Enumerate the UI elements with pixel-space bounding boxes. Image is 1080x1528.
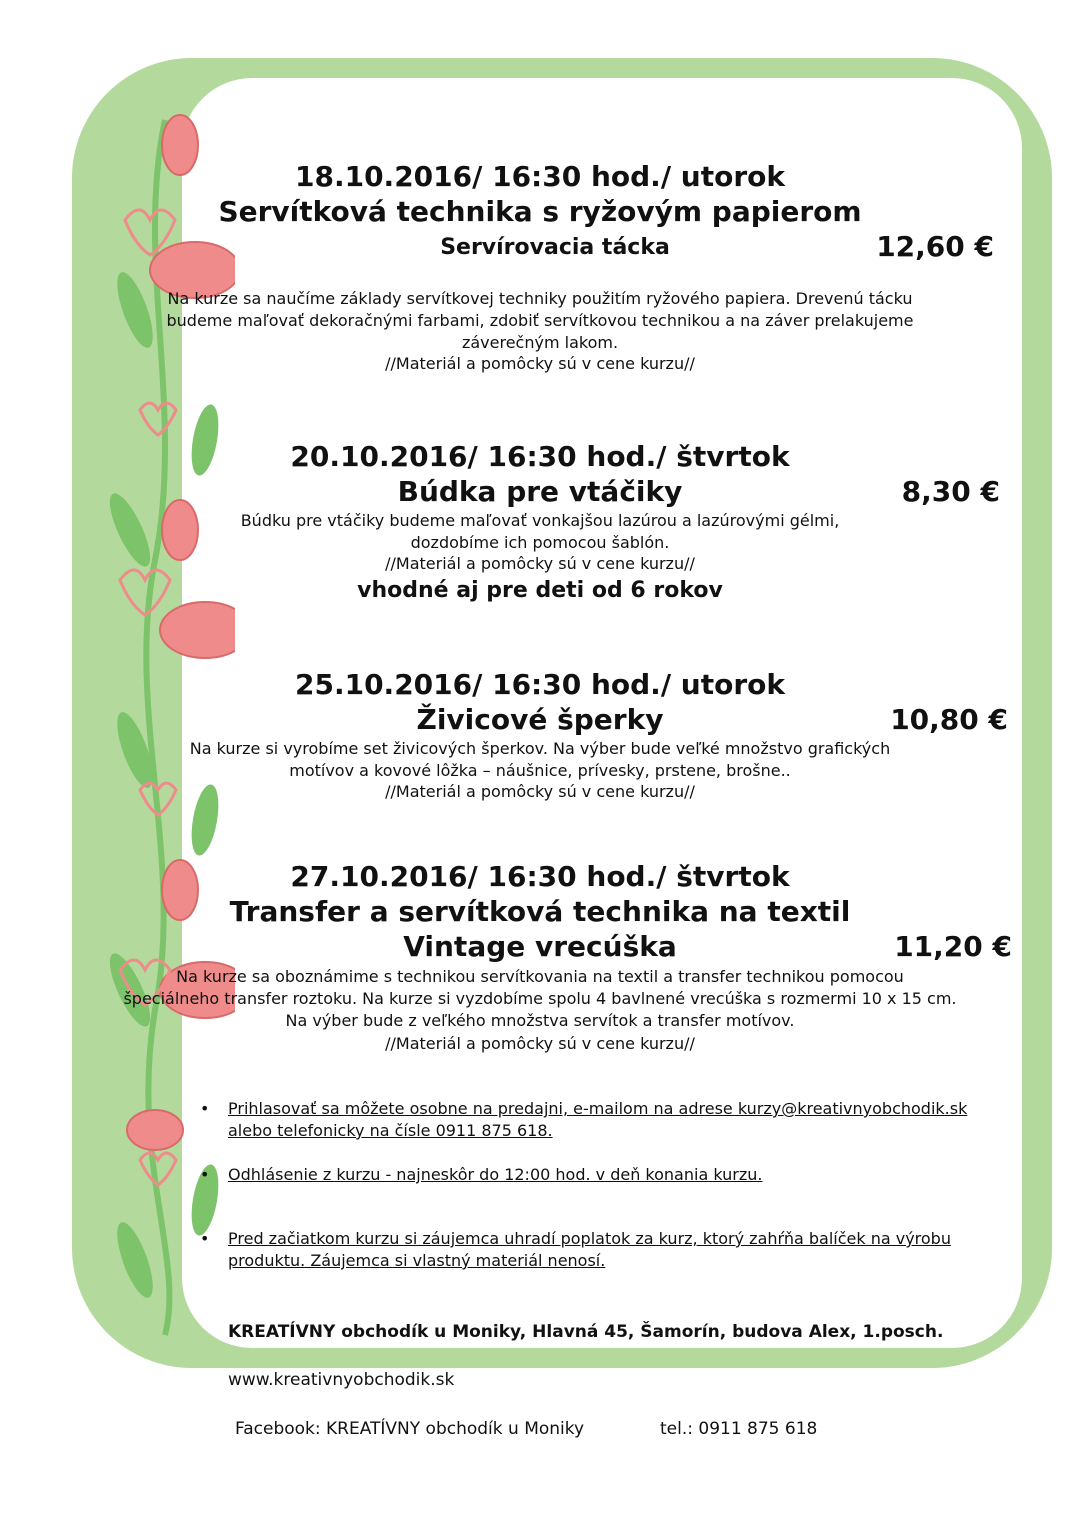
website-link[interactable]: www.kreativnyobchodik.sk [228, 1370, 455, 1390]
course-4-date: 27.10.2016/ 16:30 hod./ štvrtok [290, 860, 790, 893]
course-3-title: Živicové šperky [416, 703, 664, 736]
course-1-price: 12,60 € [876, 230, 994, 263]
course-4-price: 11,20 € [894, 930, 1012, 963]
course-2-description: Búdku pre vtáčiky budeme maľovať vonkajšou lazúrou a lazúrovými gélmi, dozdobíme ich pomocou šablón. [240, 511, 840, 552]
course-4-subtitle: Vintage vrecúška [403, 930, 677, 963]
course-2-price: 8,30 € [901, 475, 1000, 508]
course-2-age-note: vhodné aj pre deti od 6 rokov [357, 578, 723, 603]
notice-registration: • Prihlasovať sa môžete osobne na predajni, e-mailom na adrese kurzy@kreativnyobchodik.sk alebo telefonicky na čísle 0911 875 618. [200, 1098, 988, 1142]
course-4-title: Transfer a servítková technika na textil [229, 895, 851, 928]
course-3-price: 10,80 € [890, 703, 1008, 736]
course-1-date: 18.10.2016/ 16:30 hod./ utorok [294, 160, 786, 193]
course-1-note: //Materiál a pomôcky sú v cene kurzu// [385, 354, 695, 373]
course-1-subtitle: Servírovacia tácka [440, 235, 670, 260]
course-1-title: Servítková technika s ryžovým papierom [218, 195, 862, 228]
facebook-info: Facebook: KREATÍVNY obchodík u Moniky [235, 1419, 585, 1439]
course-1-description: Na kurze sa naučíme základy servítkovej techniky použitím ryžového papiera. Drevenú tácku budeme maľovať dekoračnými farbami, zdobiť servítkovou technikou a na záver prelakujeme záverečným lakom. [166, 289, 914, 352]
course-3-description: Na kurze si vyrobíme set živicových šperkov. Na výber bude veľké množstvo grafických motívov a kovové lôžka – náušnice, prívesky, prstene, brošne.. [189, 739, 891, 780]
course-4-note: //Materiál a pomôcky sú v cene kurzu// [385, 1034, 695, 1053]
course-2-title: Búdka pre vtáčiky [397, 475, 683, 508]
course-3-note: //Materiál a pomôcky sú v cene kurzu// [385, 782, 695, 801]
course-4-description: Na kurze sa oboznámime s technikou servítkovania na textil a transfer technikou pomocou špeciálneho transfer roztoku. Na kurze si vyzdobíme spolu 4 bavlnené vrecúška s rozmermi 10 x 15 cm. Na výber bude z veľkého množstva servítok a transfer motívov. [123, 967, 957, 1030]
course-2-date: 20.10.2016/ 16:30 hod./ štvrtok [290, 440, 790, 473]
notice-payment: • Pred začiatkom kurzu si záujemca uhradí poplatok za kurz, ktorý zahŕňa balíček na výrobu produktu. Záujemca si vlastný materiál nenosí. [200, 1228, 988, 1272]
phone-info: tel.: 0911 875 618 [660, 1419, 818, 1439]
course-2-note: //Materiál a pomôcky sú v cene kurzu// [385, 554, 695, 573]
notice-cancellation: • Odhlásenie z kurzu - najneskôr do 12:00 hod. v deň konania kurzu. [200, 1164, 988, 1186]
shop-address: KREATÍVNY obchodík u Moniky, Hlavná 45, Šamorín, budova Alex, 1.posch. [228, 1322, 944, 1342]
course-3-date: 25.10.2016/ 16:30 hod./ utorok [294, 668, 786, 701]
